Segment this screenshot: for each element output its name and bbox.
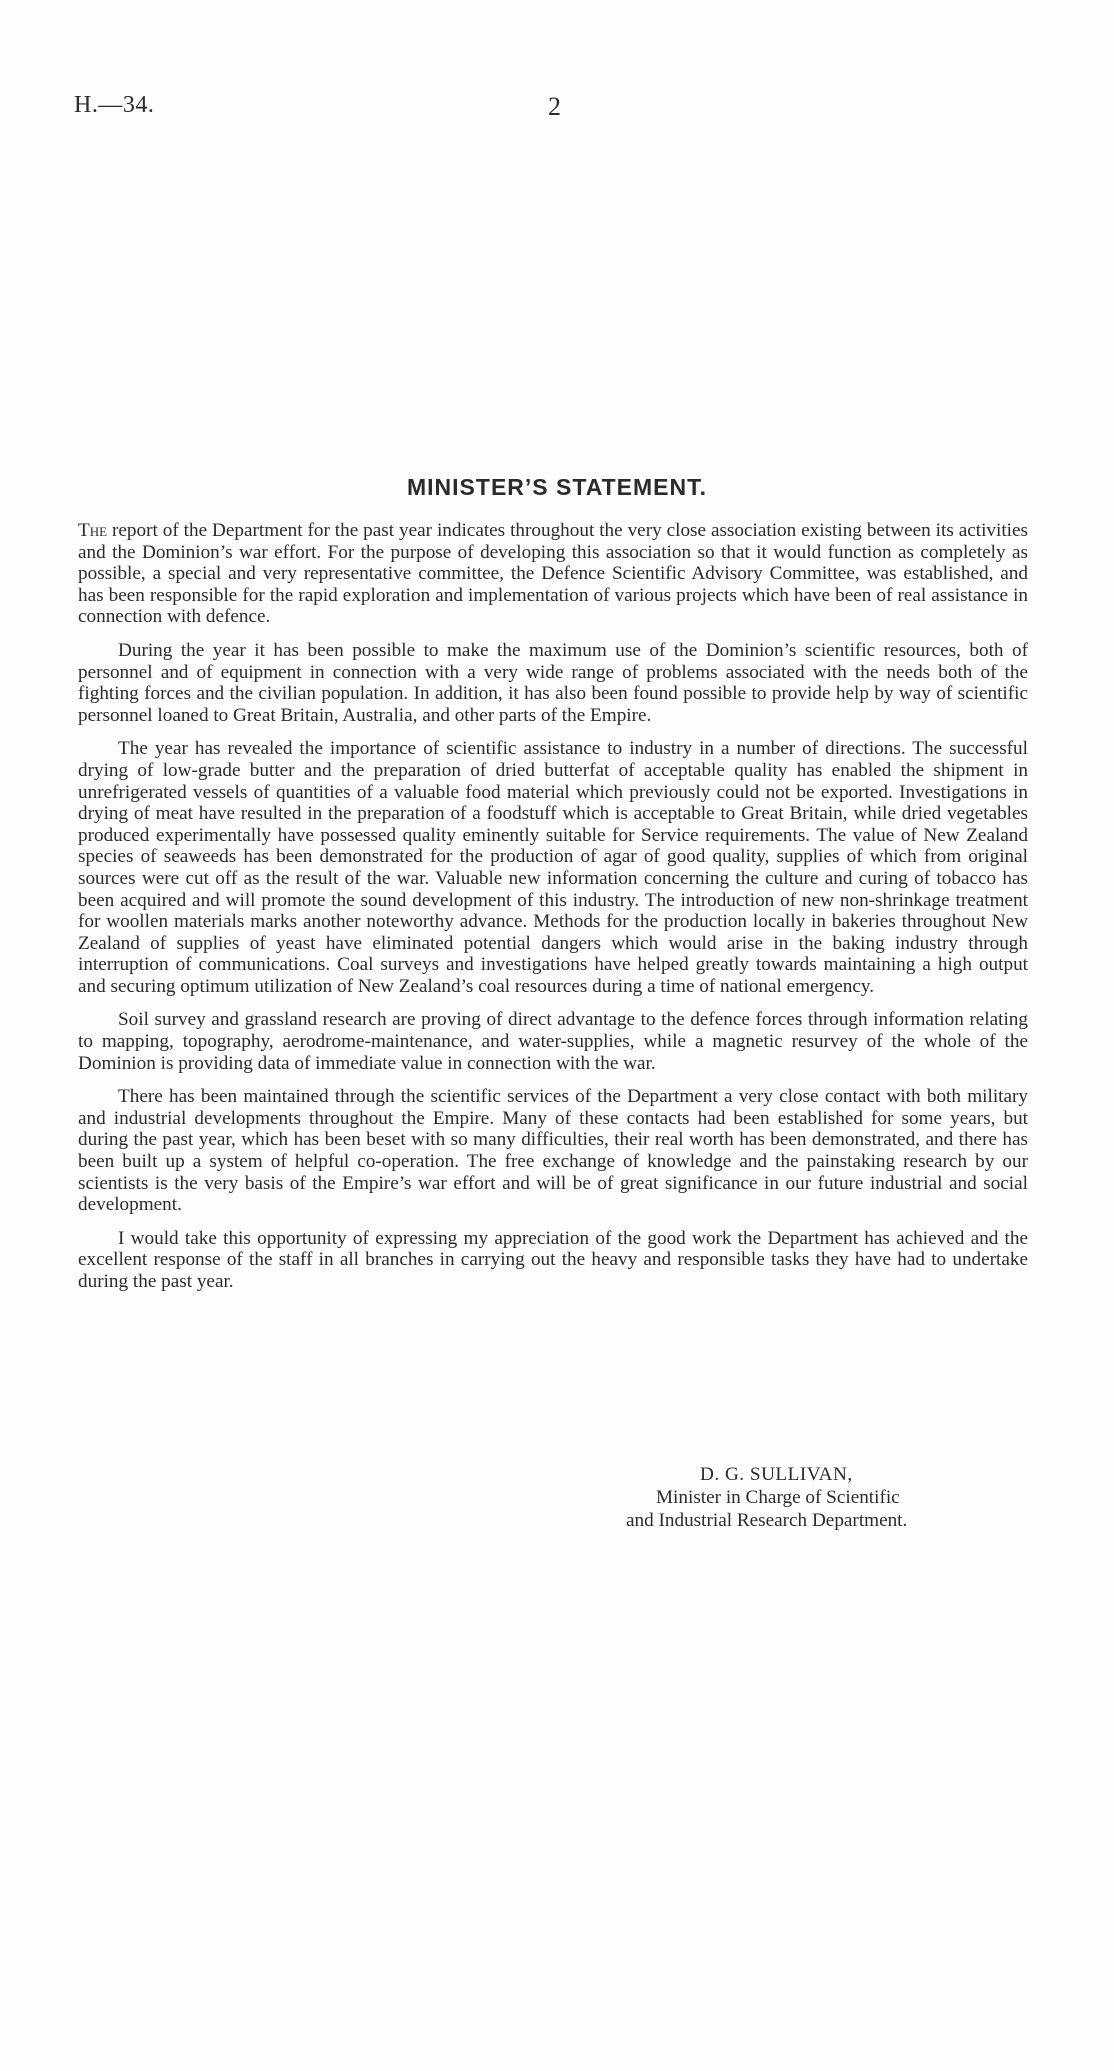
page-number: 2 <box>548 92 561 121</box>
page-header <box>0 92 1114 132</box>
paragraph-1-text: report of the Department for the past year indicates throughout the very close association existing between its activities and the Dominion’s war effort. For the purpose of developing this association so that it would function as completely as possible, a special and very representative committee, the Defence Scientific Advisory Committee, was established, and has been responsible for the rapid exploration and implementation of various projects which have been of real assistance in connection with defence. <box>78 520 1028 628</box>
paragraph-1-lead: The <box>78 520 108 541</box>
signatory-name: D. G. SULLIVAN, <box>700 1464 853 1485</box>
signatory-title-line-1: Minister in Charge of Scientific <box>656 1487 900 1508</box>
paragraph-1 <box>78 520 1028 628</box>
paragraph-5: There has been maintained through the scientific services of the Department a very close contact with both military and industrial developments throughout the Empire. Many of these contacts had been established for some years, but during the past year, which has been beset with so many difficulties, their real worth has been demonstrated, and there has been built up a system of helpful co-operation. The free exchange of knowledge and the painstaking research by our scientists is the very basis of the Empire’s war effort and will be of great significance in our future industrial and social development. <box>78 1086 1028 1216</box>
signatory-title-line-2: and Industrial Research Department. <box>626 1510 908 1531</box>
paragraph-6: I would take this opportunity of expressing my appreciation of the good work the Department has achieved and the excellent response of the staff in all branches in carrying out the heavy and responsible tasks they have had to undertake during the past year. <box>78 1227 1028 1292</box>
document-reference: H.—34. <box>74 92 155 118</box>
paragraph-2: During the year it has been possible to make the maximum use of the Dominion’s scientific resources, both of personnel and of equipment in connection with a very wide range of problems associated with the needs both of the fighting forces and the civilian population. In addition, it has also been found possible to provide help by way of scientific personnel loaned to Great Britain, Australia, and other parts of the Empire. <box>78 639 1028 726</box>
statement-body <box>78 520 1028 1305</box>
paragraph-4: Soil survey and grassland research are proving of direct advantage to the defence forces through information relating to mapping, topography, aerodrome-maintenance, and water-supplies, while a magnetic resurvey of the whole of the Dominion is providing data of immediate value in connection with the war. <box>78 1009 1028 1074</box>
page-title: MINISTER’S STATEMENT. <box>407 474 707 500</box>
paragraph-3: The year has revealed the importance of scientific assistance to industry in a number of directions. The successful drying of low-grade butter and the preparation of dried butterfat of acceptable quality has enabled the shipment in unrefrigerated vessels of quantities of a valuable food material which previously could not be exported. Investigations in drying of meat have resulted in the preparation of a foodstuff which is acceptable to Great Britain, while dried vegetables produced experimentally have possessed quality eminently suitable for Service requirements. The value of New Zealand species of seaweeds has been demonstrated for the production of agar of good quality, supplies of which from original sources were cut off as the result of the war. Valuable new information concerning the culture and curing of tobacco has been acquired and will promote the sound development of this industry. The introduction of new non-shrinkage treatment for woollen materials marks another noteworthy advance. Methods for the production locally in bakeries throughout New Zealand of supplies of yeast have eliminated potential dangers which would arise in the baking industry through interruption of communications. Coal surveys and investigations have helped greatly towards maintaining a high output and securing optimum utilization of New Zealand’s coal resources during a time of national emergency. <box>78 738 1028 997</box>
